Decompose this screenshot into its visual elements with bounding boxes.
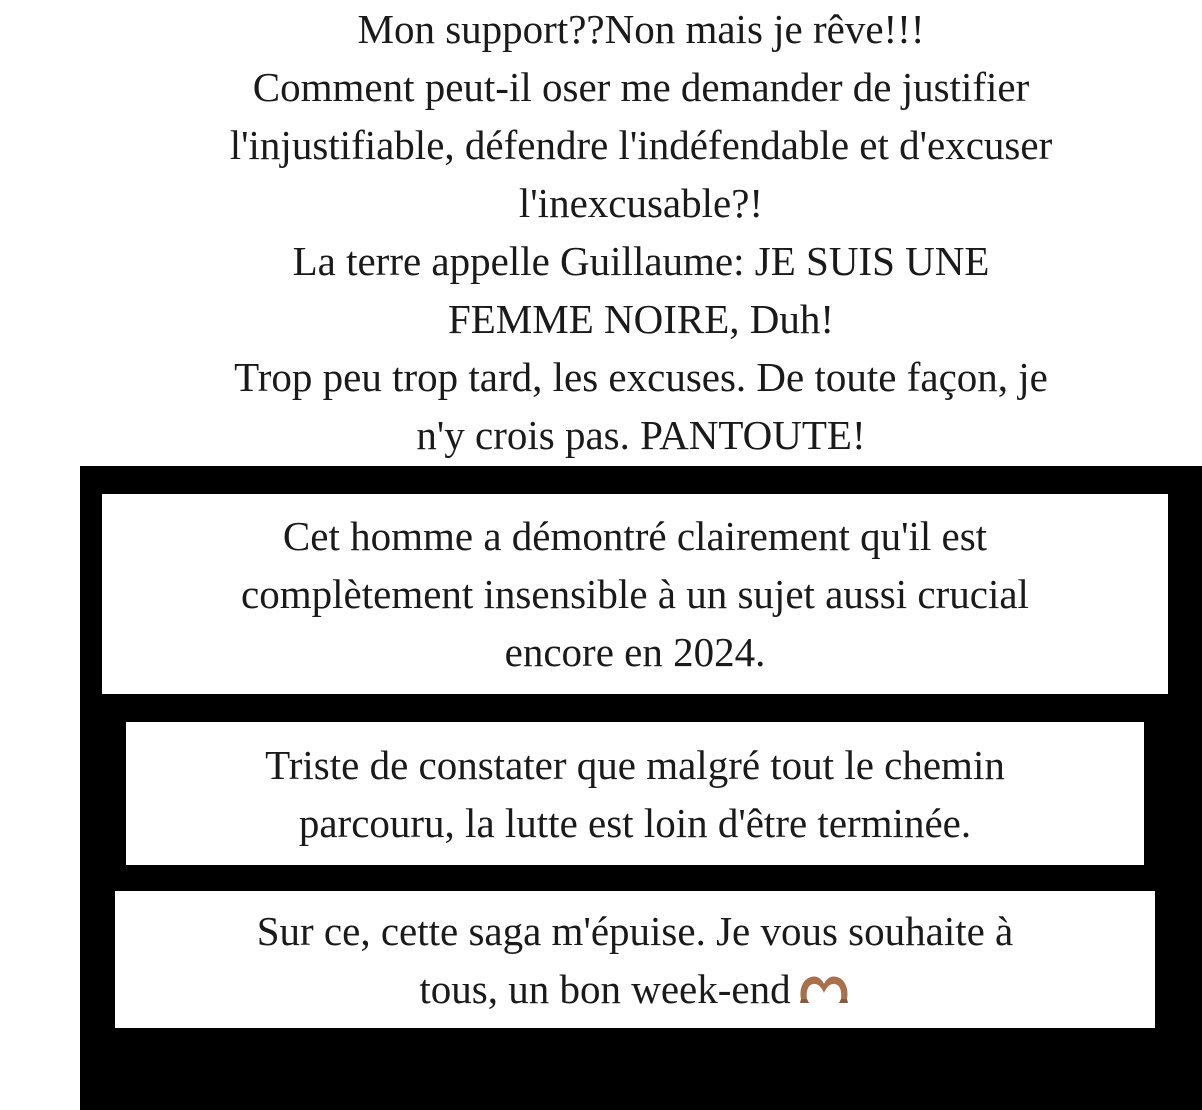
- box-line-text: tous, un bon week-end: [419, 965, 791, 1012]
- intro-line: FEMME NOIRE, Duh!: [447, 296, 835, 342]
- box-line-with-emoji: [257, 960, 1014, 1018]
- heart-hands-icon: [797, 971, 851, 1005]
- box-line: Sur ce, cette saga m'épuise. Je vous souhaite à: [256, 907, 1014, 954]
- box-line: complètement insensible à un sujet aussi crucial: [241, 571, 1029, 617]
- box-line: parcouru, la lutte est loin d'être terminée.: [298, 799, 972, 846]
- intro-line: l'inexcusable?!: [518, 180, 764, 226]
- text-box-struggle: [126, 722, 1144, 865]
- box-line: encore en 2024.: [504, 629, 766, 675]
- intro-line: Comment peut-il oser me demander de justifier: [252, 64, 1030, 110]
- box-line: Triste de constater que malgré tout le chemin: [265, 741, 1005, 788]
- intro-line: n'y crois pas. PANTOUTE!: [416, 412, 866, 458]
- intro-line: Mon support??Non mais je rêve!!!: [357, 6, 925, 52]
- intro-text: [90, 0, 1192, 464]
- intro-line: Trop peu trop tard, les excuses. De toute façon, je: [234, 354, 1048, 400]
- intro-line: l'injustifiable, défendre l'indéfendable et d'excuser: [229, 122, 1053, 168]
- text-box-insensitive: [102, 494, 1168, 694]
- text-box-weekend: [115, 891, 1155, 1028]
- box-line: Cet homme a démontré clairement qu'il est: [282, 513, 988, 559]
- intro-line: La terre appelle Guillaume: JE SUIS UNE: [292, 238, 990, 284]
